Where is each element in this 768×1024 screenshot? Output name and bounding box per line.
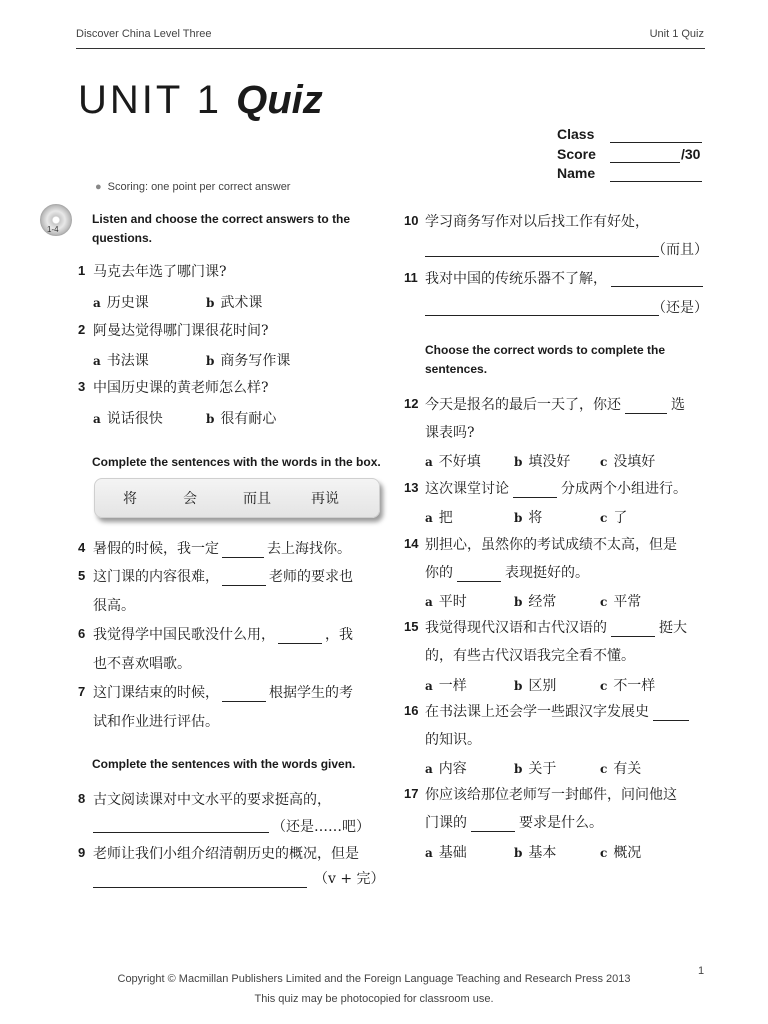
section1-instruction: Listen and choose the correct answers to the questions. (92, 212, 351, 245)
q16-blank[interactable] (653, 706, 689, 721)
running-header-right: Unit 1 Quiz (649, 28, 704, 40)
q6-blank[interactable] (278, 629, 322, 644)
q11-answer-line-2[interactable] (425, 301, 659, 316)
q12-option-a[interactable]: a 不好填 (425, 454, 481, 470)
question-14: 14 别担心，虽然你的考试成绩不太高，但是 你的 表现挺好的。 (404, 536, 677, 581)
q1-option-a[interactable]: a 历史课 (93, 295, 149, 311)
word-box (94, 478, 380, 518)
question-10: 10 学习商务写作对以后找工作有好处， (404, 213, 649, 230)
q2-option-a[interactable]: a 书法课 (93, 353, 149, 369)
question-13: 13 这次课堂讨论 分成两个小组进行。 (404, 480, 687, 497)
q13-option-c[interactable]: c 了 (600, 510, 628, 526)
q13-blank[interactable] (513, 483, 557, 498)
question-6: 6 我觉得学中国民歌没什么用， ，我 也不喜欢唱歌。 (78, 626, 353, 672)
question-7: 7 这门课结束的时候， 根据学生的考 试和作业进行评估。 (78, 684, 353, 730)
question-15: 15 我觉得现代汉语和古代汉语的 挺大 的，有些古代汉语我完全看不懂。 (404, 619, 687, 664)
q9-answer-line[interactable] (93, 873, 307, 888)
running-header-left: Discover China Level Three (76, 28, 212, 40)
title-unit: UNIT 1 (78, 78, 222, 122)
q13-option-b[interactable]: b 将 (514, 510, 543, 526)
q15-option-a[interactable]: a 一样 (425, 678, 467, 694)
q15-blank[interactable] (611, 622, 655, 637)
score-blank[interactable] (610, 148, 680, 163)
page-title (78, 78, 323, 123)
q11-answer-line-1[interactable] (611, 272, 703, 287)
q16-option-c[interactable]: c 有关 (600, 761, 642, 777)
q14-blank[interactable] (457, 567, 501, 582)
word-box-item: 将 (123, 491, 137, 507)
q10-answer-line[interactable] (425, 242, 659, 257)
question-16: 16 在书法课上还会学一些跟汉字发展史 的知识。 (404, 703, 714, 749)
q14-option-b[interactable]: b 经常 (514, 594, 557, 610)
q16-option-a[interactable]: a 内容 (425, 761, 467, 777)
page-number: 1 (698, 965, 705, 977)
question-8: 8 古文阅读课对中文水平的要求挺高的， (78, 791, 331, 808)
q14-option-c[interactable]: c 平常 (600, 594, 642, 610)
q17-option-a[interactable]: a 基础 (425, 845, 467, 861)
question-5: 5 这门课的内容很难， 老师的要求也 很高。 (78, 568, 353, 614)
question-4: 4 暑假的时候，我一定 去上海找你。 (78, 540, 351, 557)
q17-option-c[interactable]: c 概况 (600, 845, 642, 861)
section3-instruction: Complete the sentences with the words given. (92, 757, 356, 771)
q15-option-c[interactable]: c 不一样 (600, 678, 656, 694)
q7-blank[interactable] (222, 687, 266, 702)
q13-option-a[interactable]: a 把 (425, 510, 453, 526)
q3-option-a[interactable]: a 说话很快 (93, 411, 163, 427)
scoring-note: ● Scoring: one point per correct answer (95, 181, 291, 193)
q3-option-b[interactable]: b 很有耐心 (206, 411, 277, 427)
q5-blank[interactable] (222, 571, 266, 586)
class-blank[interactable] (610, 128, 702, 143)
q12-blank[interactable] (625, 399, 667, 414)
header-rule (76, 48, 705, 49)
q17-blank[interactable] (471, 817, 515, 832)
q8-hint: （还是……吧） (272, 819, 370, 835)
q9-hint: （v + 完） (314, 871, 385, 887)
title-quiz: Quiz (236, 78, 323, 122)
q11-hint: （还是） (652, 300, 708, 316)
word-box-item: 会 (183, 491, 197, 507)
question-17: 17 你应该给那位老师写一封邮件，问问他这 门课的 要求是什么。 (404, 786, 677, 831)
name-label: Name (557, 165, 596, 181)
q10-hint: （而且） (652, 242, 708, 258)
q4-blank[interactable] (222, 543, 264, 558)
bullet-icon: ● (95, 181, 102, 193)
class-label: Class (557, 126, 595, 142)
word-box-item: 而且 (243, 491, 271, 507)
q1-option-b[interactable]: b 武术课 (206, 295, 263, 311)
q16-option-b[interactable]: b 关于 (514, 761, 557, 777)
q14-option-a[interactable]: a 平时 (425, 594, 467, 610)
score-label: Score (557, 146, 596, 162)
q17-option-b[interactable]: b 基本 (514, 845, 557, 861)
question-1: 1 马克去年选了哪门课? (78, 263, 227, 280)
q12-option-b[interactable]: b 填没好 (514, 454, 571, 470)
photocopy-note: This quiz may be photocopied for classroom use. (254, 993, 494, 1005)
section4-instruction: Choose the correct words to complete the sentences. (425, 343, 666, 376)
name-blank[interactable] (610, 167, 702, 182)
score-total: /30 (681, 146, 701, 162)
q8-answer-line[interactable] (93, 818, 269, 833)
question-3: 3 中国历史课的黄老师怎么样? (78, 379, 269, 396)
question-11: 11 我对中国的传统乐器不了解， (404, 270, 607, 287)
q12-option-c[interactable]: c 没填好 (600, 454, 656, 470)
q2-option-b[interactable]: b 商务写作课 (206, 353, 291, 369)
audio-track-label: 1-4 (47, 225, 59, 234)
question-2: 2 阿曼达觉得哪门课很花时间? (78, 322, 269, 339)
word-box-item: 再说 (311, 491, 339, 507)
question-12: 12 今天是报名的最后一天了，你还 选 课表吗? (404, 396, 685, 441)
question-9: 9 老师让我们小组介绍清朝历史的概况，但是 (78, 845, 359, 862)
q15-option-b[interactable]: b 区别 (514, 678, 557, 694)
copyright-line: Copyright © Macmillan Publishers Limited and the Foreign Language Teaching and Research Press 2013 (117, 973, 631, 985)
section2-instruction: Complete the sentences with the words in the box. (92, 455, 381, 469)
